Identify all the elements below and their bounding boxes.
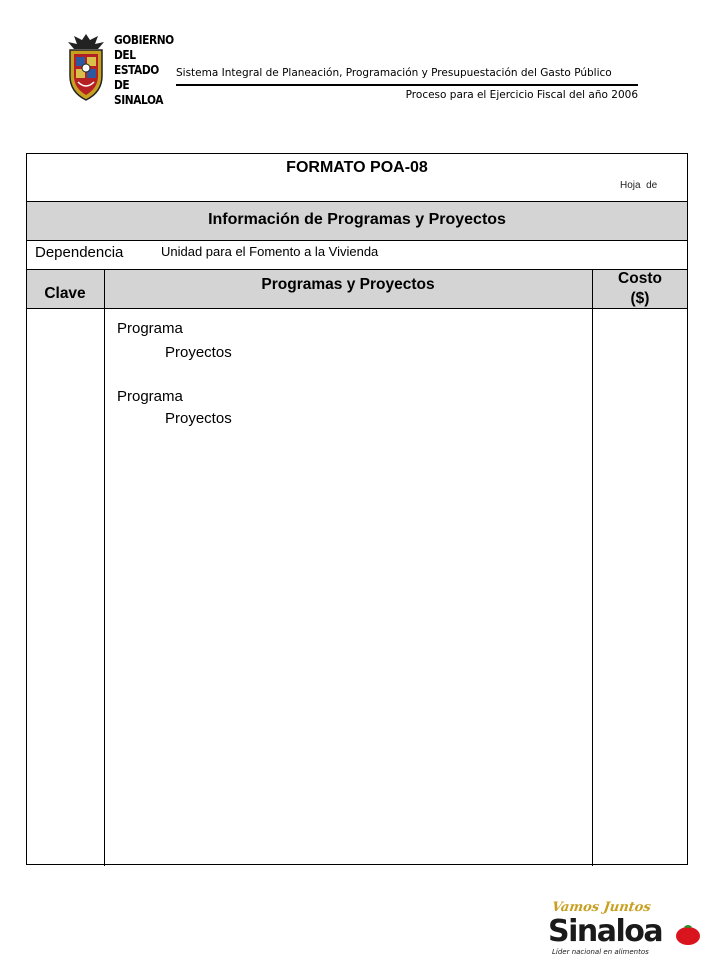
footer-brand: Sinaloa — [548, 914, 663, 949]
column-programs: Programas y Proyectos — [261, 276, 435, 293]
entry-1-program: Programa — [117, 320, 183, 337]
government-name — [114, 32, 174, 107]
divider-clave — [104, 269, 105, 866]
dependency-label: Dependencia — [35, 244, 124, 261]
divider-cost — [592, 269, 593, 866]
entry-2-projects: Proyectos — [165, 410, 232, 427]
system-title: Sistema Integral de Planeación, Programación y Presupuestación del Gasto Público — [176, 67, 612, 79]
column-cost-line1: Costo — [618, 270, 662, 287]
entry-2-program: Programa — [117, 388, 183, 405]
coat-of-arms-icon — [62, 32, 110, 104]
section-title: Información de Programas y Proyectos — [208, 211, 506, 228]
footer-logo — [548, 900, 714, 958]
government-line-3: DE SINALOA — [114, 77, 164, 107]
process-title: Proceso para el Ejercicio Fiscal del año 2006 — [405, 89, 638, 101]
header-rule — [176, 84, 638, 86]
footer-tagline: Líder nacional en alimentos — [552, 948, 649, 956]
entry-1-projects: Proyectos — [165, 344, 232, 361]
column-cost-line2: ($) — [630, 290, 650, 307]
form-frame — [26, 153, 688, 865]
column-clave: Clave — [44, 285, 86, 302]
government-line-2: DEL ESTADO — [114, 47, 159, 77]
sheet-label: Hoja de — [620, 180, 658, 191]
government-line-1: GOBIERNO — [114, 32, 174, 47]
tomato-icon — [674, 922, 702, 946]
footer-slogan: Vamos Juntos — [550, 900, 652, 915]
form-code: FORMATO POA-08 — [286, 159, 428, 176]
dependency-value: Unidad para el Fomento a la Vivienda — [161, 244, 379, 259]
